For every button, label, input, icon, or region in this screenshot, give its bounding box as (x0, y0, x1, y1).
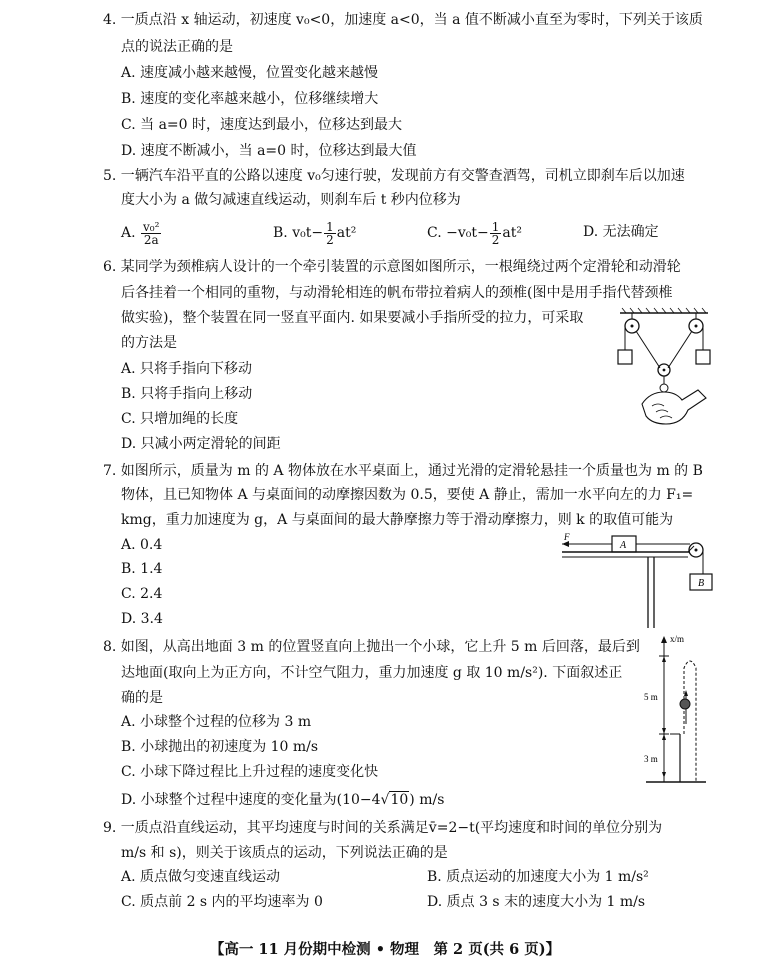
fraction-denominator: 2 (326, 232, 334, 247)
q5-option-c-tail: at² (502, 225, 522, 241)
top-arrow (662, 656, 666, 662)
q7-option-a: A. 0.4 (121, 537, 163, 553)
q7-option-c: C. 2.4 (121, 586, 163, 602)
fraction-numerator: 1 (491, 219, 500, 234)
q6-option-a: A. 只将手指向下移动 (121, 361, 253, 377)
q7-option-b: B. 1.4 (121, 561, 163, 577)
q7-option-d: D. 3.4 (121, 611, 163, 627)
q8-stem-line2: 达地面(取向上为正方向，不计空气阻力，重力加速度 g 取 10 m/s²). 下面叙述正 (121, 665, 623, 681)
fraction-denominator: 2a (143, 232, 159, 247)
sqrt-symbol: √ (380, 792, 390, 808)
page-footer: 【高一 11 月份期中检测 • 物理 第 2 页(共 6 页)】 (209, 941, 561, 958)
q7-stem-line1: 7. 如图所示，质量为 m 的 A 物体放在水平桌面上，通过光滑的定滑轮悬挂一个质量也为 m 的 B (103, 463, 703, 479)
block-a-label: A (620, 540, 627, 551)
hand-icon (642, 390, 706, 424)
q9-option-c: C. 质点前 2 s 内的平均速率为 0 (121, 894, 323, 910)
q6-stem-line3: 做实验)，整个装置在同一竖直平面内. 如果要减小手指所受的拉力，可采取 (121, 310, 584, 326)
q4-option-c: C. 当 a=0 时，速度达到最小，位移达到最大 (121, 117, 402, 133)
q5-option-c (427, 216, 522, 250)
right-pulley-axle (695, 325, 698, 328)
q9-option-a: A. 质点做匀变速直线运动 (121, 869, 281, 885)
mid-arrow-down (662, 728, 666, 734)
q8-option-d-text: D. 小球整个过程中速度的变化量为(10−4 (121, 792, 381, 808)
left-pulley-axle (631, 325, 634, 328)
ball (680, 699, 690, 709)
q4-option-b: B. 速度的变化率越来越小，位移继续增大 (121, 91, 379, 107)
upper-distance-label: 5 m (644, 692, 658, 702)
q8-stem-line3: 确的是 (121, 690, 163, 706)
q4-option-d: D. 速度不断减小，当 a=0 时，位移达到最大值 (121, 143, 417, 159)
movable-pulley-axle (663, 369, 666, 372)
q8-option-b: B. 小球抛出的初速度为 10 m/s (121, 739, 319, 755)
q6-option-c: C. 只增加绳的长度 (121, 411, 239, 427)
q8-option-c: C. 小球下降过程比上升过程的速度变化快 (121, 764, 379, 780)
q6-stem-line1: 6. 某同学为颈椎病人设计的一个牵引装置的示意图如图所示，一根绳绕过两个定滑轮和动滑轮 (103, 259, 681, 275)
q8-stem-line1: 8. 如图，从高出地面 3 m 的位置竖直向上抛出一个小球，它上升 5 m 后回落，最后到 (103, 639, 640, 655)
q8-option-d-tail: ) m/s (409, 792, 445, 808)
q6-stem-line4: 的方法是 (121, 335, 177, 351)
q5-stem-line1: 5. 一辆汽车沿平直的公路以速度 v₀匀速行驶，发现前方有交警查酒驾，司机立即刹车后以加速 (103, 168, 685, 184)
strap-ring (660, 384, 668, 392)
rope-left-segment (636, 331, 660, 368)
q7-stem-line3: kmg，重力加速度为 g，A 与桌面间的最大静摩擦力等于滑动摩擦力，则 k 的取值可能为 (121, 512, 674, 528)
fixed-pulley-axle (695, 549, 698, 552)
q5-option-b-label: B. v₀t− (273, 225, 324, 241)
q8-option-d-radicand: 10 (390, 792, 409, 808)
q5-stem-line2: 度大小为 a 做匀减速直线运动，则刹车后 t 秒内位移为 (121, 192, 461, 208)
q6-option-d: D. 只减小两定滑轮的间距 (121, 436, 281, 452)
q5-option-a-fraction (141, 221, 161, 246)
q4-stem-line2: 点的说法正确的是 (121, 39, 233, 55)
block-pulley-figure (560, 530, 720, 630)
q7-stem-line2: 物体，且已知物体 A 与桌面间的动摩擦因数为 0.5，要使 A 静止，需加一水平向左的力 F₁= (121, 487, 694, 503)
q5-option-b (273, 216, 356, 250)
q8-option-a: A. 小球整个过程的位移为 3 m (121, 714, 312, 730)
rope-right-segment (668, 331, 692, 368)
q8-option-d (121, 790, 444, 810)
force-label: F (564, 532, 570, 542)
q5-option-b-tail: at² (336, 225, 357, 241)
traction-device-figure (612, 306, 716, 432)
fraction-numerator: v₀² (143, 219, 160, 234)
q5-option-c-fraction (490, 221, 502, 246)
lower-distance-label: 3 m (644, 754, 658, 764)
q5-option-c-label: C. −v₀t− (427, 225, 489, 241)
q5-option-a (121, 216, 162, 250)
velocity-arrowhead (684, 690, 688, 696)
q9-stem-line1: 9. 一质点沿直线运动，其平均速度与时间的关系满足v̄=2−t(平均速度和时间的单位分别为 (103, 820, 663, 836)
q5-option-b-fraction (324, 221, 336, 246)
fraction-denominator: 2 (491, 232, 500, 247)
q9-option-b: B. 质点运动的加速度大小为 1 m/s² (427, 869, 649, 885)
q6-stem-line2: 后各挂着一个相同的重物，与动滑轮相连的帆布带拉着病人的颈椎(图中是用手指代替颈椎 (121, 285, 673, 301)
q9-stem-line2: m/s 和 s)，则关于该质点的运动，下列说法正确的是 (121, 845, 448, 861)
q4-stem-line1: 4. 一质点沿 x 轴运动，初速度 v₀<0，加速度 a<0，当 a 值不断减小直至为零时，下列关于该质 (103, 12, 703, 28)
fraction-numerator: 1 (326, 219, 334, 234)
bottom-arrow (662, 772, 666, 778)
q5-option-d: D. 无法确定 (583, 224, 659, 240)
mid-arrow-up (662, 734, 666, 740)
q9-option-d: D. 质点 3 s 末的速度大小为 1 m/s (427, 894, 646, 910)
block-b-label: B (698, 578, 705, 589)
projectile-figure (642, 632, 708, 790)
right-weight (696, 350, 710, 364)
x-axis-label: x/m (670, 634, 685, 644)
q4-option-a: A. 速度减小越来越慢，位置变化越来越慢 (121, 65, 379, 81)
x-axis-arrowhead (661, 636, 667, 643)
left-weight (618, 350, 632, 364)
q5-option-a-label: A. (121, 225, 136, 241)
q6-option-b: B. 只将手指向上移动 (121, 386, 253, 402)
